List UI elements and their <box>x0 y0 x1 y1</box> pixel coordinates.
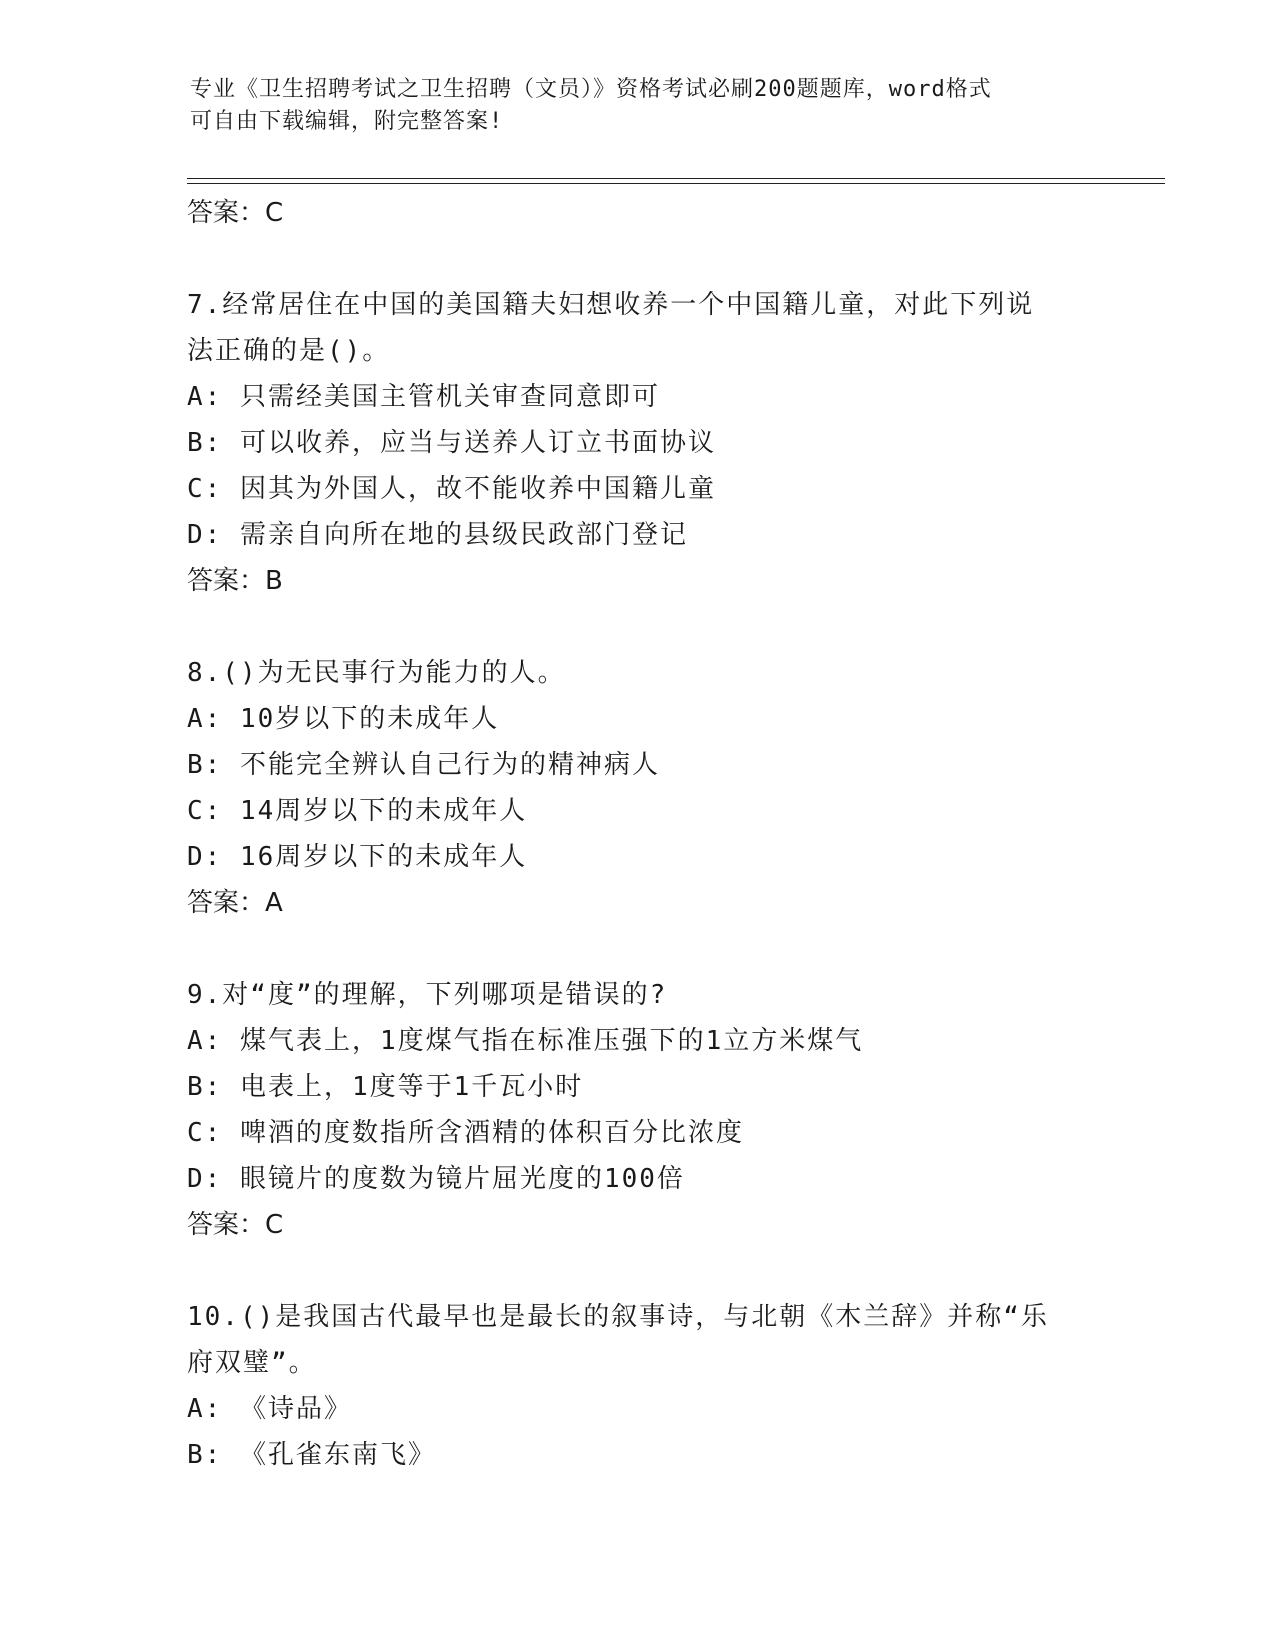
option-c: C: 啤酒的度数指所含酒精的体积百分比浓度 <box>187 1118 744 1148</box>
header-line-1: 专业《卫生招聘考试之卫生招聘（文员）》资格考试必刷200题题库，word格式 <box>190 77 992 102</box>
option-a: A: 煤气表上，1度煤气指在标准压强下的1立方米煤气 <box>187 1026 864 1056</box>
question-stem: 9.对“度”的理解，下列哪项是错误的? <box>187 980 668 1010</box>
option-c: C: 14周岁以下的未成年人 <box>187 796 528 826</box>
answer-line: 答案：A <box>187 888 283 918</box>
option-b: B: 可以收养，应当与送养人订立书面协议 <box>187 428 716 458</box>
header-divider-top <box>187 178 1165 179</box>
option-a: A: 10岁以下的未成年人 <box>187 704 500 734</box>
spacer <box>187 926 1087 972</box>
question-stem: 10.()是我国古代最早也是最长的叙事诗，与北朝《木兰辞》并称“乐 <box>187 1302 1049 1332</box>
spacer <box>187 236 1087 282</box>
option-c: C: 因其为外国人，故不能收养中国籍儿童 <box>187 474 716 504</box>
option-b: B: 《孔雀东南飞》 <box>187 1440 436 1470</box>
header-line-2: 可自由下载编辑，附完整答案! <box>190 109 504 134</box>
question-8 <box>187 650 1087 926</box>
question-stem: 府双璧”。 <box>187 1348 317 1378</box>
question-7 <box>187 282 1087 604</box>
option-b: B: 不能完全辨认自己行为的精神病人 <box>187 750 660 780</box>
question-stem: 7.经常居住在中国的美国籍夫妇想收养一个中国籍儿童，对此下列说 <box>187 290 1035 320</box>
option-d: D: 需亲自向所在地的县级民政部门登记 <box>187 520 688 550</box>
question-10 <box>187 1294 1087 1478</box>
header-divider-bottom <box>187 183 1165 184</box>
page-header <box>190 74 1090 138</box>
spacer <box>187 1248 1087 1294</box>
question-stem: 8.()为无民事行为能力的人。 <box>187 658 566 688</box>
previous-answer: 答案：C <box>187 198 284 228</box>
answer-line: 答案：C <box>187 1210 284 1240</box>
option-a: A: 只需经美国主管机关审查同意即可 <box>187 382 660 412</box>
answer-line: 答案：B <box>187 566 283 596</box>
option-a: A: 《诗品》 <box>187 1394 352 1424</box>
spacer <box>187 604 1087 650</box>
option-b: B: 电表上，1度等于1千瓦小时 <box>187 1072 584 1102</box>
question-9 <box>187 972 1087 1248</box>
question-stem: 法正确的是()。 <box>187 336 391 366</box>
option-d: D: 眼镜片的度数为镜片屈光度的100倍 <box>187 1164 685 1194</box>
question-list <box>187 190 1087 1478</box>
option-d: D: 16周岁以下的未成年人 <box>187 842 528 872</box>
